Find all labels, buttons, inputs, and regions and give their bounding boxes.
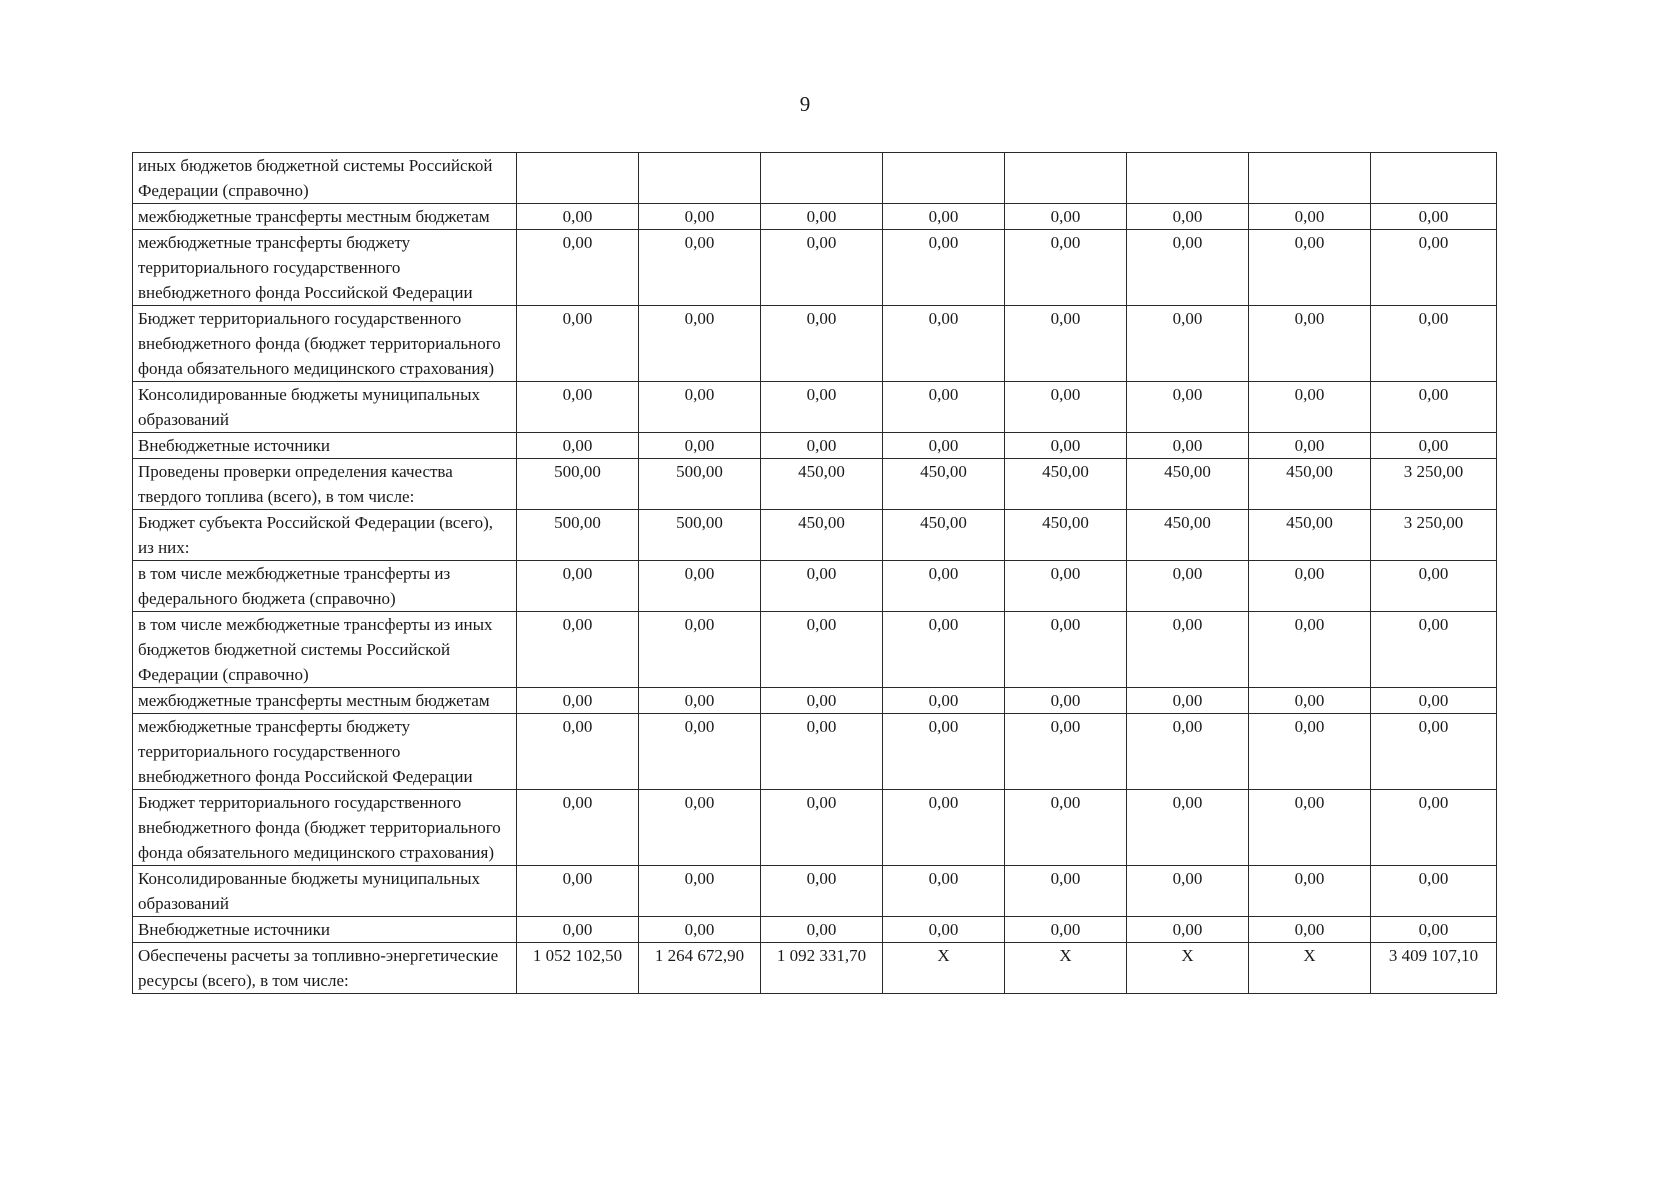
- value-cell: 500,00: [517, 510, 639, 561]
- value-cell: 0,00: [517, 866, 639, 917]
- value-cell: [1371, 153, 1497, 204]
- value-cell: 0,00: [1005, 561, 1127, 612]
- row-label: Консолидированные бюджеты муниципальных образований: [133, 382, 517, 433]
- value-cell: 0,00: [883, 714, 1005, 790]
- value-cell: X: [1127, 943, 1249, 994]
- value-cell: 0,00: [1371, 612, 1497, 688]
- value-cell: 0,00: [517, 230, 639, 306]
- value-cell: X: [883, 943, 1005, 994]
- value-cell: [517, 153, 639, 204]
- value-cell: 0,00: [761, 688, 883, 714]
- row-label: межбюджетные трансферты местным бюджетам: [133, 204, 517, 230]
- value-cell: 0,00: [1005, 382, 1127, 433]
- row-label: межбюджетные трансферты местным бюджетам: [133, 688, 517, 714]
- value-cell: [1127, 153, 1249, 204]
- value-cell: 0,00: [883, 561, 1005, 612]
- value-cell: 0,00: [1005, 790, 1127, 866]
- value-cell: [639, 153, 761, 204]
- value-cell: 0,00: [761, 306, 883, 382]
- value-cell: 0,00: [1249, 714, 1371, 790]
- value-cell: 450,00: [761, 510, 883, 561]
- value-cell: 0,00: [883, 917, 1005, 943]
- value-cell: [883, 153, 1005, 204]
- value-cell: 0,00: [1249, 917, 1371, 943]
- value-cell: 0,00: [1005, 612, 1127, 688]
- value-cell: 0,00: [1249, 306, 1371, 382]
- value-cell: 1 092 331,70: [761, 943, 883, 994]
- value-cell: 0,00: [1249, 612, 1371, 688]
- row-label: в том числе межбюджетные трансферты из иных бюджетов бюджетной системы Российской Федерации (справочно): [133, 612, 517, 688]
- value-cell: 0,00: [1371, 306, 1497, 382]
- value-cell: 0,00: [1371, 204, 1497, 230]
- value-cell: 0,00: [517, 917, 639, 943]
- row-label: Бюджет территориального государственного внебюджетного фонда (бюджет территориального фонда обязательного медицинского страхования): [133, 790, 517, 866]
- value-cell: 0,00: [639, 382, 761, 433]
- value-cell: 0,00: [517, 561, 639, 612]
- page-number: 9: [799, 92, 811, 116]
- value-cell: 0,00: [1127, 306, 1249, 382]
- value-cell: 0,00: [883, 612, 1005, 688]
- table-row: [133, 230, 1497, 306]
- value-cell: 0,00: [1371, 433, 1497, 459]
- value-cell: 0,00: [761, 790, 883, 866]
- value-cell: 0,00: [639, 561, 761, 612]
- value-cell: 0,00: [517, 382, 639, 433]
- value-cell: 450,00: [1005, 510, 1127, 561]
- value-cell: 0,00: [883, 204, 1005, 230]
- row-label: иных бюджетов бюджетной системы Российской Федерации (справочно): [133, 153, 517, 204]
- value-cell: 500,00: [639, 459, 761, 510]
- table-row: [133, 306, 1497, 382]
- value-cell: 0,00: [1005, 306, 1127, 382]
- value-cell: 1 052 102,50: [517, 943, 639, 994]
- value-cell: 0,00: [883, 688, 1005, 714]
- value-cell: 1 264 672,90: [639, 943, 761, 994]
- value-cell: 0,00: [1249, 433, 1371, 459]
- value-cell: 0,00: [1005, 688, 1127, 714]
- value-cell: 0,00: [1127, 230, 1249, 306]
- value-cell: 0,00: [761, 561, 883, 612]
- table-row: [133, 688, 1497, 714]
- table-row: [133, 612, 1497, 688]
- value-cell: 0,00: [639, 204, 761, 230]
- value-cell: 0,00: [1127, 688, 1249, 714]
- value-cell: 0,00: [1005, 230, 1127, 306]
- value-cell: 450,00: [761, 459, 883, 510]
- table-row: [133, 714, 1497, 790]
- value-cell: 0,00: [1371, 230, 1497, 306]
- value-cell: 0,00: [1249, 561, 1371, 612]
- table-row: [133, 459, 1497, 510]
- value-cell: 0,00: [1371, 917, 1497, 943]
- value-cell: 0,00: [1005, 433, 1127, 459]
- value-cell: 0,00: [517, 790, 639, 866]
- value-cell: 0,00: [1005, 866, 1127, 917]
- value-cell: 0,00: [1371, 790, 1497, 866]
- table-row: [133, 917, 1497, 943]
- value-cell: 0,00: [761, 917, 883, 943]
- value-cell: 0,00: [639, 917, 761, 943]
- value-cell: 0,00: [1371, 382, 1497, 433]
- value-cell: 0,00: [761, 612, 883, 688]
- row-label: в том числе межбюджетные трансферты из федерального бюджета (справочно): [133, 561, 517, 612]
- value-cell: 0,00: [1127, 612, 1249, 688]
- value-cell: 0,00: [639, 688, 761, 714]
- value-cell: 0,00: [517, 714, 639, 790]
- value-cell: 450,00: [1127, 459, 1249, 510]
- table-row: [133, 382, 1497, 433]
- table-row: [133, 561, 1497, 612]
- value-cell: 0,00: [1249, 688, 1371, 714]
- value-cell: 0,00: [639, 866, 761, 917]
- row-label: Внебюджетные источники: [133, 917, 517, 943]
- value-cell: 0,00: [761, 204, 883, 230]
- value-cell: [1005, 153, 1127, 204]
- value-cell: 0,00: [1127, 561, 1249, 612]
- value-cell: 0,00: [1249, 204, 1371, 230]
- value-cell: 0,00: [639, 230, 761, 306]
- value-cell: 0,00: [883, 382, 1005, 433]
- row-label: Консолидированные бюджеты муниципальных образований: [133, 866, 517, 917]
- value-cell: 0,00: [1127, 790, 1249, 866]
- value-cell: 0,00: [517, 306, 639, 382]
- value-cell: 0,00: [761, 433, 883, 459]
- table-row: [133, 510, 1497, 561]
- row-label: Бюджет субъекта Российской Федерации (всего), из них:: [133, 510, 517, 561]
- value-cell: 450,00: [1127, 510, 1249, 561]
- value-cell: 0,00: [883, 790, 1005, 866]
- value-cell: 0,00: [639, 612, 761, 688]
- value-cell: 500,00: [517, 459, 639, 510]
- value-cell: 450,00: [1005, 459, 1127, 510]
- value-cell: 3 409 107,10: [1371, 943, 1497, 994]
- value-cell: 0,00: [761, 714, 883, 790]
- value-cell: [761, 153, 883, 204]
- value-cell: 0,00: [517, 204, 639, 230]
- value-cell: 0,00: [639, 790, 761, 866]
- value-cell: 450,00: [1249, 459, 1371, 510]
- value-cell: 0,00: [1371, 688, 1497, 714]
- value-cell: 0,00: [517, 612, 639, 688]
- row-label: межбюджетные трансферты бюджету территориального государственного внебюджетного фонда Российской Федерации: [133, 230, 517, 306]
- value-cell: 0,00: [1127, 433, 1249, 459]
- value-cell: 0,00: [883, 306, 1005, 382]
- value-cell: 0,00: [883, 433, 1005, 459]
- value-cell: 0,00: [1371, 714, 1497, 790]
- table-row: [133, 153, 1497, 204]
- value-cell: X: [1005, 943, 1127, 994]
- value-cell: 0,00: [1005, 204, 1127, 230]
- table-body: [133, 153, 1497, 994]
- value-cell: 0,00: [883, 866, 1005, 917]
- value-cell: 0,00: [761, 230, 883, 306]
- value-cell: 0,00: [1249, 790, 1371, 866]
- value-cell: 0,00: [1005, 714, 1127, 790]
- value-cell: 0,00: [761, 866, 883, 917]
- value-cell: 0,00: [1005, 917, 1127, 943]
- value-cell: 0,00: [1249, 382, 1371, 433]
- row-label: Обеспечены расчеты за топливно-энергетические ресурсы (всего), в том числе:: [133, 943, 517, 994]
- table-row: [133, 943, 1497, 994]
- value-cell: 0,00: [639, 433, 761, 459]
- value-cell: 3 250,00: [1371, 510, 1497, 561]
- value-cell: 450,00: [883, 510, 1005, 561]
- value-cell: 0,00: [517, 433, 639, 459]
- value-cell: 0,00: [1127, 866, 1249, 917]
- value-cell: 0,00: [883, 230, 1005, 306]
- table-row: [133, 433, 1497, 459]
- table-row: [133, 204, 1497, 230]
- value-cell: 0,00: [1371, 866, 1497, 917]
- value-cell: 0,00: [1371, 561, 1497, 612]
- value-cell: 0,00: [761, 382, 883, 433]
- row-label: межбюджетные трансферты бюджету территориального государственного внебюджетного фонда Российской Федерации: [133, 714, 517, 790]
- value-cell: 0,00: [1127, 382, 1249, 433]
- value-cell: 3 250,00: [1371, 459, 1497, 510]
- value-cell: 0,00: [1127, 204, 1249, 230]
- row-label: Внебюджетные источники: [133, 433, 517, 459]
- budget-table: [132, 152, 1497, 994]
- value-cell: 0,00: [1127, 917, 1249, 943]
- value-cell: X: [1249, 943, 1371, 994]
- table-row: [133, 866, 1497, 917]
- value-cell: [1249, 153, 1371, 204]
- value-cell: 500,00: [639, 510, 761, 561]
- value-cell: 0,00: [517, 688, 639, 714]
- value-cell: 0,00: [639, 714, 761, 790]
- row-label: Проведены проверки определения качества твердого топлива (всего), в том числе:: [133, 459, 517, 510]
- value-cell: 450,00: [883, 459, 1005, 510]
- value-cell: 0,00: [1249, 866, 1371, 917]
- value-cell: 0,00: [639, 306, 761, 382]
- row-label: Бюджет территориального государственного внебюджетного фонда (бюджет территориального фонда обязательного медицинского страхования): [133, 306, 517, 382]
- value-cell: 450,00: [1249, 510, 1371, 561]
- value-cell: 0,00: [1127, 714, 1249, 790]
- table-row: [133, 790, 1497, 866]
- value-cell: 0,00: [1249, 230, 1371, 306]
